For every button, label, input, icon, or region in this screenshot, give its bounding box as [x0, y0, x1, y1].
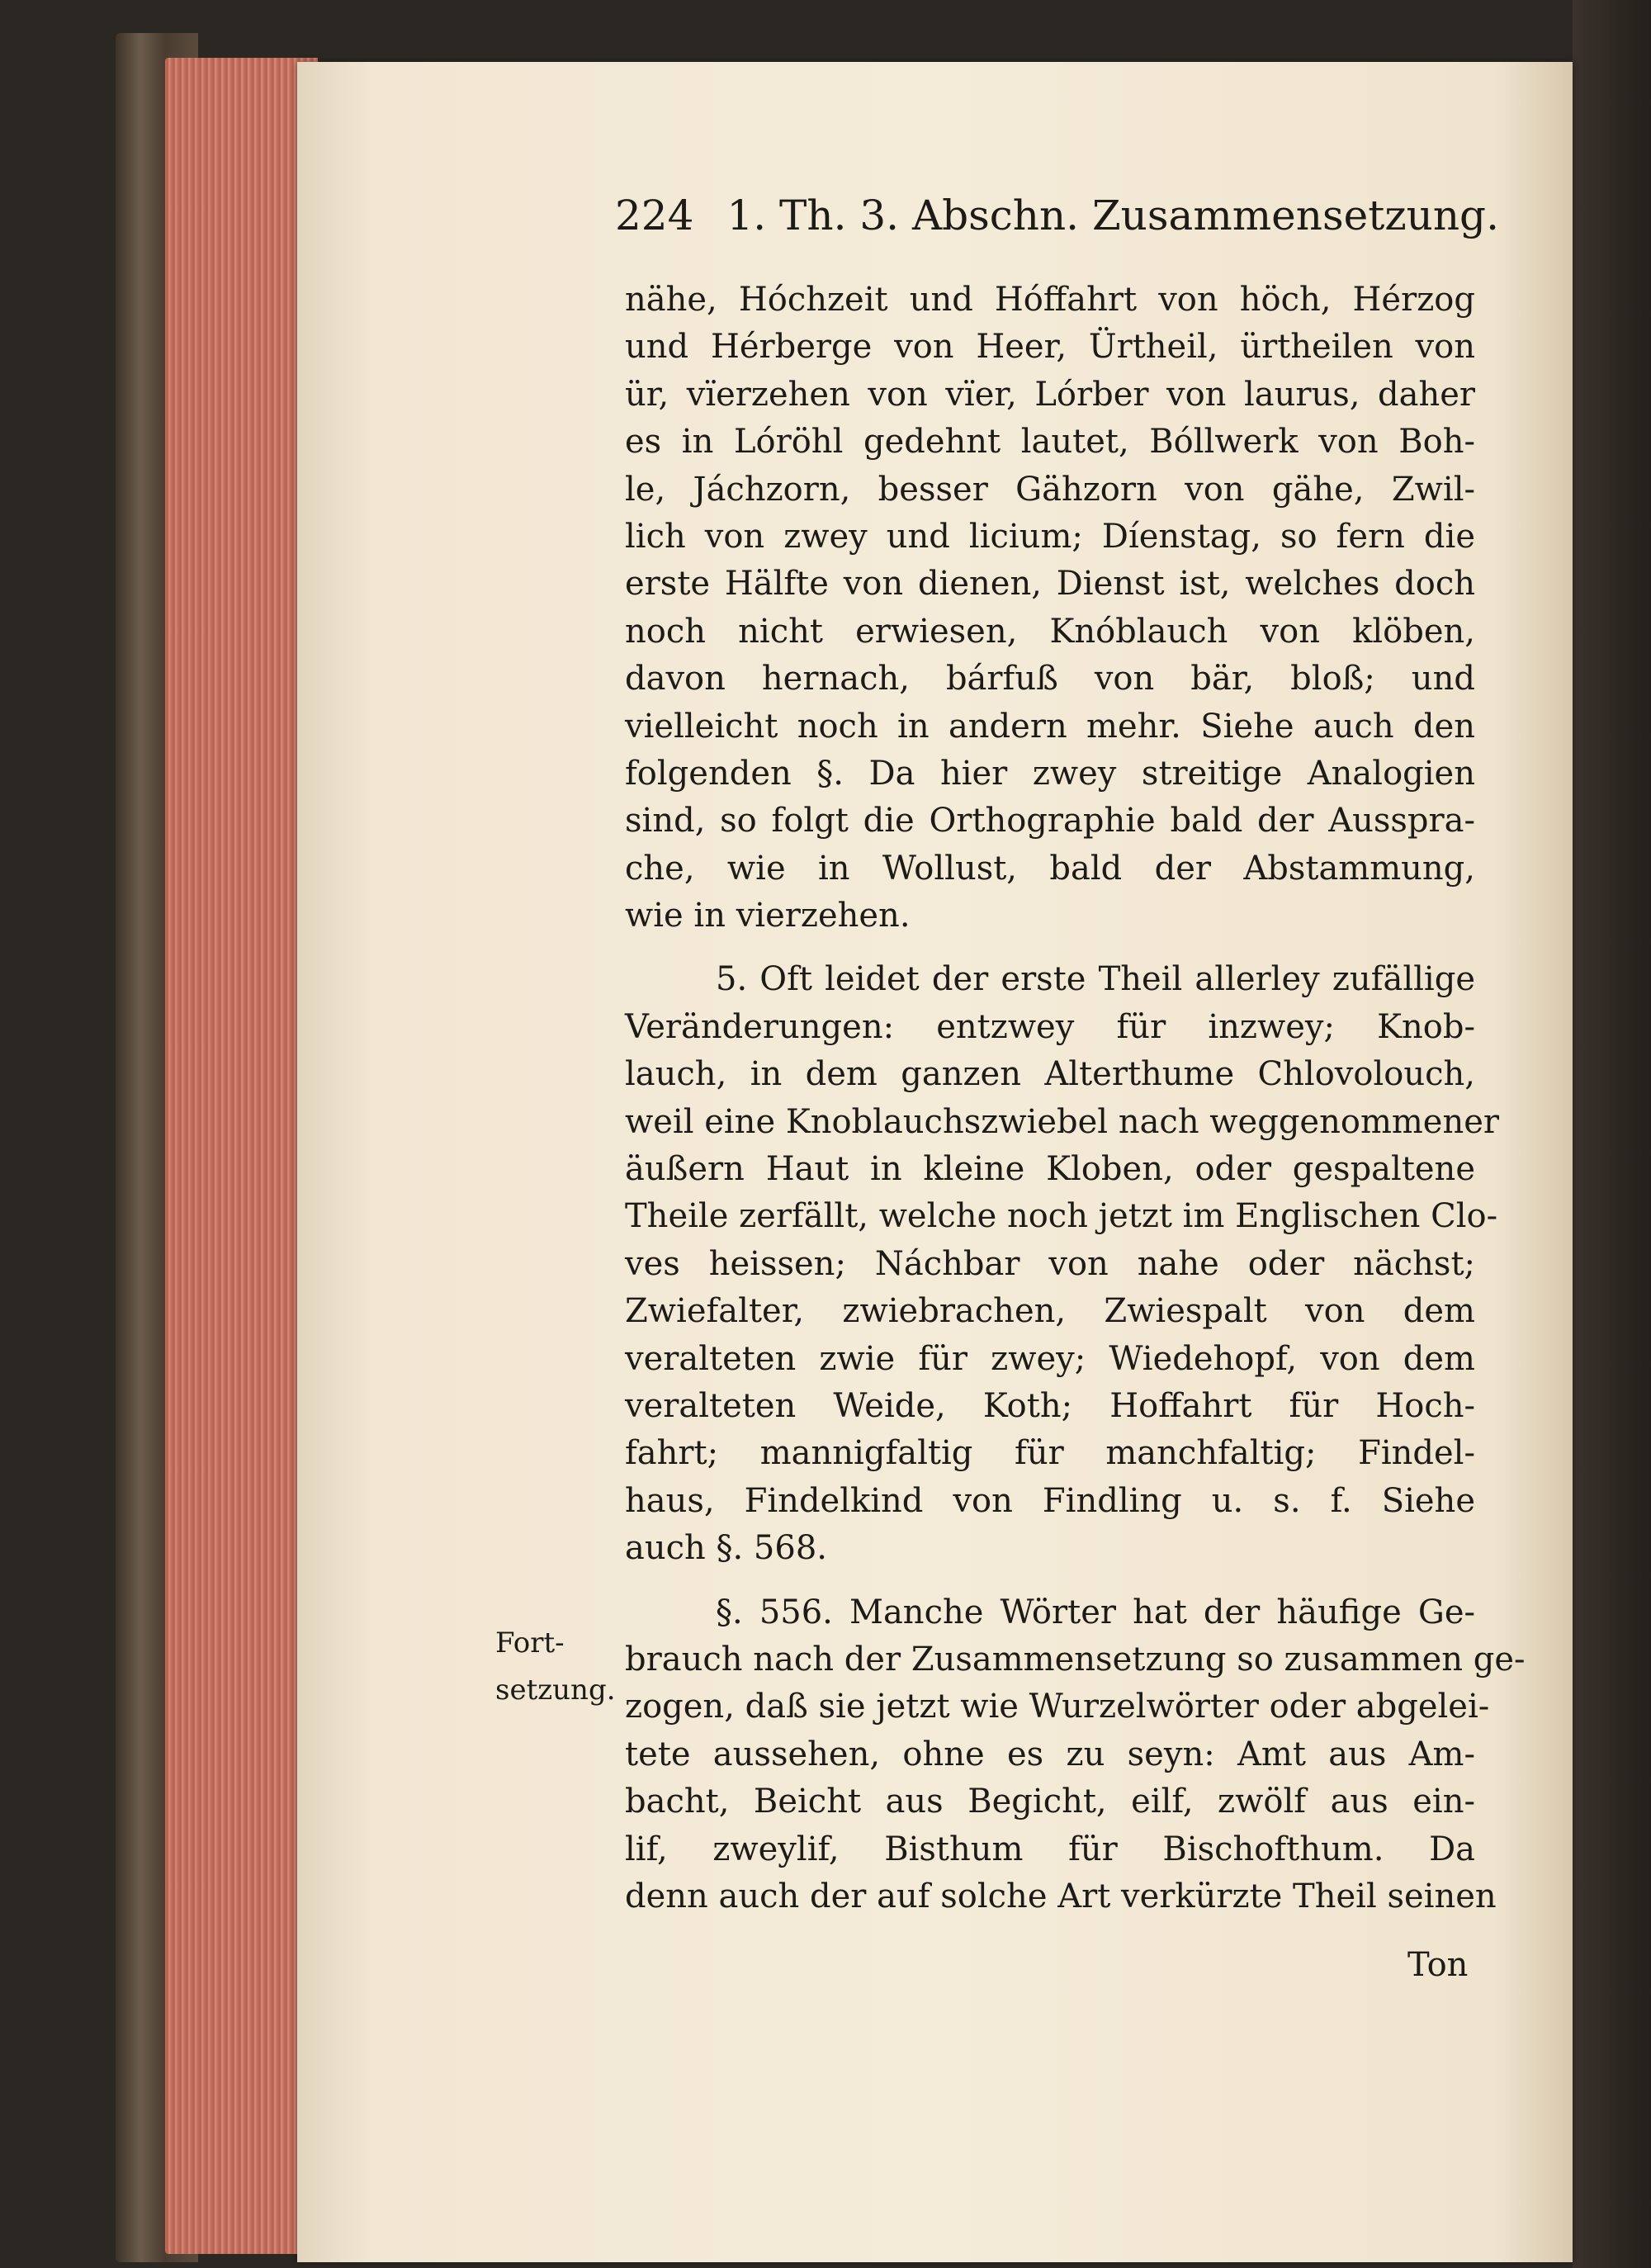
text-line: vielleicht noch in andern mehr. Siehe auch den — [625, 707, 1475, 746]
margin-note-line: setzung. — [495, 1674, 616, 1707]
text-line: es in Lóröhl gedehnt lautet, Bóllwerk von Boh- — [625, 423, 1475, 462]
text-line: 5. Oft leidet der erste Theil allerley zufällige — [716, 960, 1475, 999]
text-line: ür, vïerzehen von vïer, Lórber von laurus, daher — [625, 375, 1475, 414]
text-line: und Hérberge von Heer, Ürtheil, ürtheilen von — [625, 328, 1475, 367]
text-line: ves heissen; Náchbar von nahe oder nächst; — [625, 1244, 1475, 1283]
text-line: haus, Findelkind von Findling u. s. f. Siehe — [625, 1481, 1475, 1520]
text-line: erste Hälfte von dienen, Dienst ist, welches doch — [625, 565, 1475, 604]
text-line: äußern Haut in kleine Kloben, oder gespaltene — [625, 1150, 1475, 1189]
paragraph-gap — [625, 1573, 1475, 1589]
text-line: brauch nach der Zusammensetzung so zusammen ge- — [625, 1640, 1526, 1679]
background-right — [1573, 0, 1651, 2268]
text-line: zogen, daß sie jetzt wie Wurzelwörter oder abgelei- — [625, 1688, 1490, 1726]
paragraph-2 — [625, 956, 1500, 1572]
text-line: auch §. 568. — [625, 1529, 827, 1568]
running-header — [615, 192, 1499, 239]
page-edges — [165, 58, 318, 2254]
text-line: lif, zweylif, Bisthum für Bischofthum. Da — [625, 1830, 1475, 1868]
paragraph-gap — [625, 940, 1475, 956]
text-line: nähe, Hóchzeit und Hóffahrt von höch, Hérzog — [625, 281, 1475, 319]
paragraph-1 — [625, 277, 1475, 940]
text-line: che, wie in Wollust, bald der Abstammung, — [625, 849, 1475, 888]
margin-note — [495, 1620, 616, 1715]
text-line: Veränderungen: entzwey für inzwey; Knob- — [625, 1007, 1475, 1046]
text-line: sind, so folgt die Orthographie bald der Aussprа- — [625, 802, 1475, 840]
text-line: fahrt; mannigfaltig für manchfaltig; Findel- — [625, 1434, 1475, 1473]
text-line: §. 556. Manche Wörter hat der häufige Ge- — [716, 1593, 1475, 1631]
margin-note-line: Fort- — [495, 1626, 565, 1660]
text-line: noch nicht erwiesen, Knóblauch von klöben, — [625, 612, 1475, 651]
text-line: bacht, Beicht aus Begicht, eilf, zwölf aus ein- — [625, 1783, 1475, 1821]
text-line: Zwiefalter, zwiebrachen, Zwiespalt von dem — [625, 1292, 1475, 1331]
text-line: le, Jáchzorn, besser Gähzorn von gähe, Zwil- — [625, 470, 1475, 509]
text-line: weil eine Knoblauchszwiebel nach weggenommener — [625, 1102, 1500, 1141]
text-line: davon hernach, bárfuß von bär, bloß; und — [625, 660, 1475, 698]
text-line: lich von zwey und licium; Díenstag, so fern die — [625, 517, 1475, 556]
page-number: 224 — [615, 192, 694, 239]
text-line: folgenden §. Da hier zwey streitige Analogien — [625, 754, 1475, 793]
body-text — [625, 277, 1526, 1920]
paragraph-3 — [625, 1589, 1526, 1921]
running-title: 1. Th. 3. Abschn. Zusammensetzung. — [726, 192, 1499, 239]
catchword: Ton — [1407, 1946, 1469, 1984]
text-line: denn auch der auf solche Art verkürzte Theil seinen — [625, 1877, 1497, 1915]
text-line: wie in vierzehen. — [625, 897, 911, 935]
text-line: tete aussehen, ohne es zu seyn: Amt aus Am- — [625, 1735, 1475, 1773]
text-line: veralteten Weide, Koth; Hoffahrt für Hoch- — [625, 1386, 1475, 1425]
text-line: Theile zerfällt, welche noch jetzt im Englischen Clo- — [625, 1197, 1498, 1236]
text-line: veralteten zwie für zwey; Wiedehopf, von dem — [625, 1339, 1475, 1378]
text-line: lauch, in dem ganzen Alterthume Chlovolouch, — [625, 1055, 1475, 1094]
